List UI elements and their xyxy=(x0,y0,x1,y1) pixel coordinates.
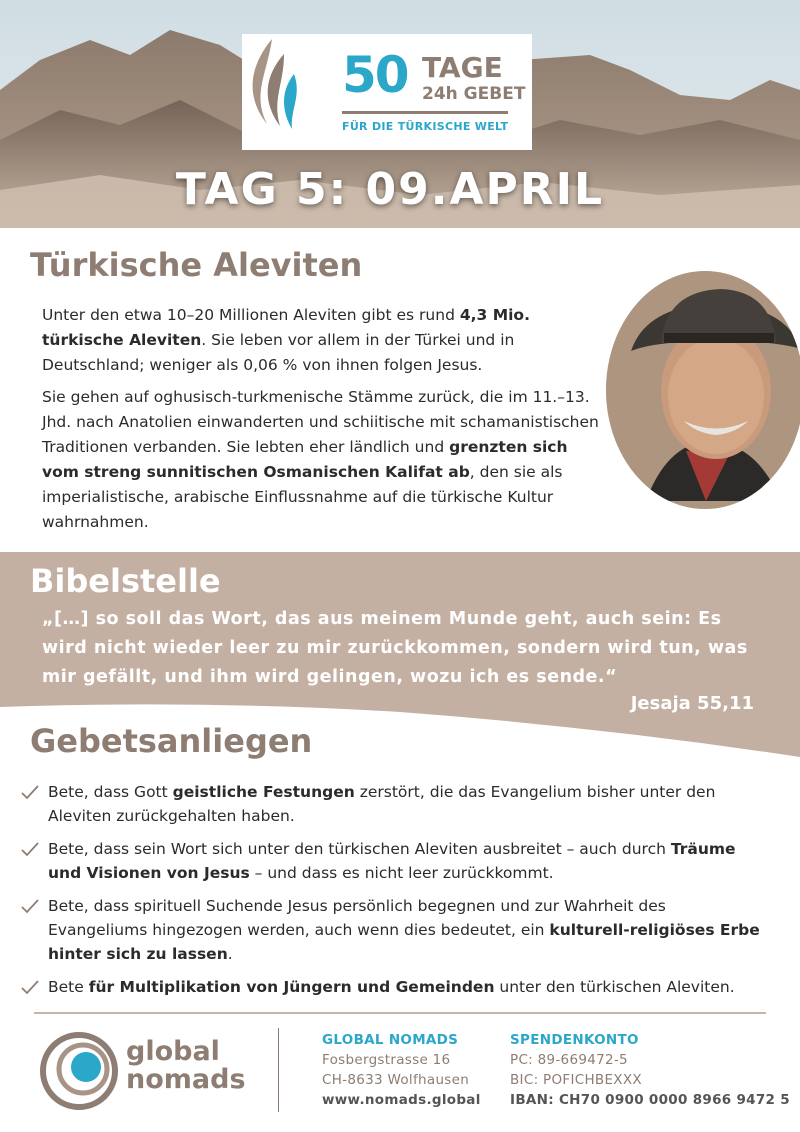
contact-heading: GLOBAL NOMADS xyxy=(322,1032,459,1048)
footer-donation xyxy=(510,1030,790,1110)
emphasis-text: für Multiplikation von Jüngern und Gemeinden xyxy=(88,978,495,996)
emphasis-text: 4,3 Mio. türkische Aleviten xyxy=(42,306,530,349)
emphasis-text: kulturell-religiöses Erbe hinter sich zu lassen xyxy=(48,921,760,963)
section-title-people: Türkische Aleviten xyxy=(30,246,363,284)
header-banner xyxy=(0,0,800,228)
contact-street: Fosbergstrasse 16 xyxy=(322,1052,451,1068)
prayer-list xyxy=(20,780,760,1008)
text-run: zerstört, die das Evangelium bisher unter den Aleviten zurückgehalten haben. xyxy=(48,783,716,825)
flame-logo-icon xyxy=(242,34,312,134)
donation-bic: BIC: POFICHBEXXX xyxy=(510,1072,642,1088)
donation-pc: PC: 89-669472-5 xyxy=(510,1052,628,1068)
event-logo xyxy=(242,34,532,150)
footer-brand-line1: global xyxy=(126,1036,220,1067)
logo-subword: 24h GEBET xyxy=(422,84,526,104)
people-paragraph-2 xyxy=(42,385,602,535)
footer-divider xyxy=(34,1012,766,1014)
text-run: Bete, dass spirituell Suchende Jesus persönlich begegnen und zur Wahrheit des Evangeliums hingezogen werden, auch wenn dies bedeutet, ein xyxy=(48,897,666,939)
text-run: – und dass es nicht leer zurückkommt. xyxy=(249,864,554,882)
text-run: . xyxy=(227,945,233,963)
footer-brand xyxy=(126,1038,246,1094)
emphasis-text: grenzten sich vom streng sunnitischen Osmanischen Kalifat ab xyxy=(42,438,568,481)
bible-reference: Jesaja 55,11 xyxy=(630,693,754,714)
text-run: Bete, dass Gott xyxy=(48,783,173,801)
text-run: . Sie leben vor allem in der Türkei und in Deutschland; weniger als 0,06 % von ihnen folgen Jesus. xyxy=(42,331,515,374)
text-run: , den sie als imperialistische, arabische Einflussnahme auf die türkische Kultur wahrnahmen. xyxy=(42,463,563,531)
donation-heading: SPENDENKONTO xyxy=(510,1032,639,1048)
logo-word: TAGE xyxy=(422,51,503,84)
logo-number: 50 xyxy=(342,46,408,104)
footer-contact xyxy=(322,1030,481,1110)
section-title-bible: Bibelstelle xyxy=(30,562,221,600)
donation-iban: IBAN: CH70 0900 0000 8966 9472 5 xyxy=(510,1092,790,1108)
text-run: Bete, dass sein Wort sich unter den türkischen Aleviten ausbreitet – auch durch xyxy=(48,840,671,858)
prayer-item xyxy=(20,837,760,885)
check-icon xyxy=(20,841,40,857)
people-paragraph-1 xyxy=(42,303,602,378)
portrait-illustration xyxy=(606,271,800,509)
check-icon xyxy=(20,898,40,914)
section-title-prayer: Gebetsanliegen xyxy=(30,722,313,760)
text-run: Sie gehen auf oghusisch-turkmenische Stämme zurück, die im 11.–13. Jhd. nach Anatolien einwanderten und schiitische mit schamanistischen Traditionen verbanden. Sie lebten eher ländlich und xyxy=(42,388,599,456)
contact-website-link[interactable]: www.nomads.global xyxy=(322,1092,481,1108)
footer-brand-line2: nomads xyxy=(126,1064,246,1095)
emphasis-text: geistliche Festungen xyxy=(172,783,355,801)
text-run: Bete xyxy=(48,978,89,996)
portrait-photo xyxy=(606,271,800,509)
bible-quote: „[…] so soll das Wort, das aus meinem Munde geht, auch sein: Es wird nicht wieder leer zu mir zurückkommen, sondern wird tun, was mir gefällt, und ihm wird gelingen, wozu ich es sende.“ xyxy=(42,609,748,687)
logo-divider xyxy=(342,111,508,114)
check-icon xyxy=(20,784,40,800)
check-icon xyxy=(20,979,40,995)
emphasis-text: Träume und Visionen von Jesus xyxy=(48,840,736,882)
footer-vertical-divider xyxy=(278,1028,279,1112)
logo-tagline: FÜR DIE TÜRKISCHE WELT xyxy=(342,120,509,133)
prayer-item xyxy=(20,975,760,999)
prayer-item xyxy=(20,780,760,828)
people-description xyxy=(42,303,602,542)
text-run: Unter den etwa 10–20 Millionen Aleviten gibt es rund xyxy=(42,306,460,324)
day-title: TAG 5: 09.APRIL xyxy=(175,164,605,215)
global-nomads-logo-icon xyxy=(40,1032,118,1110)
prayer-item xyxy=(20,894,760,966)
text-run: unter den türkischen Aleviten. xyxy=(494,978,735,996)
contact-city: CH-8633 Wolfhausen xyxy=(322,1072,470,1088)
